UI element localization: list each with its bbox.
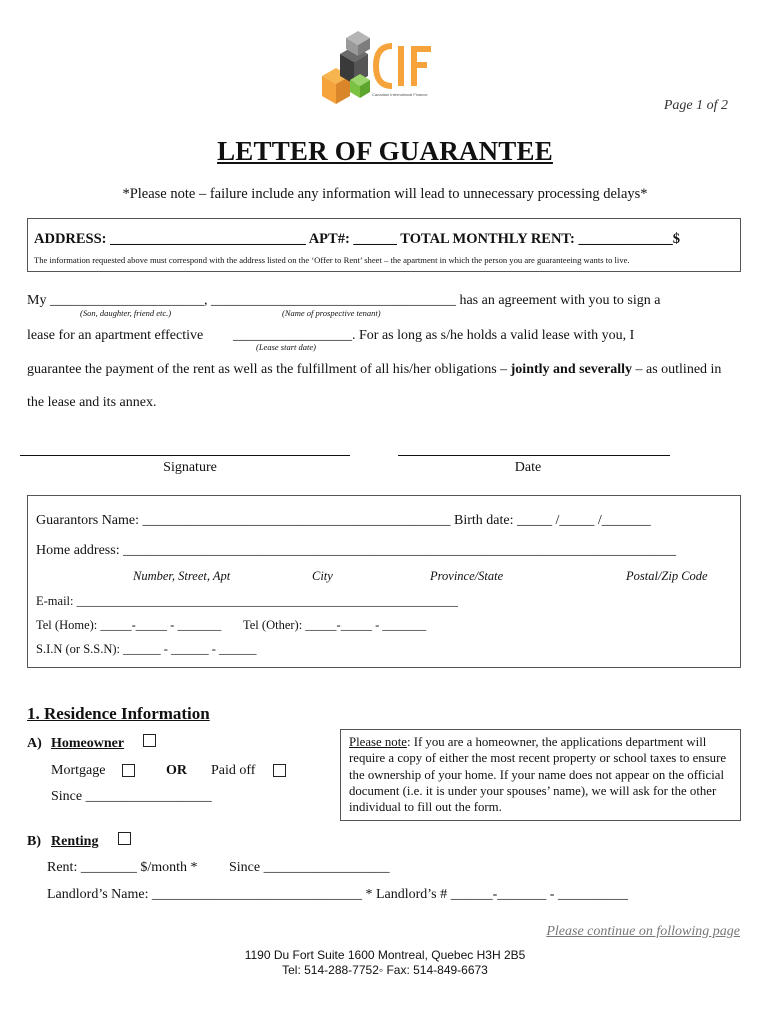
col-postal: Postal/Zip Code	[626, 569, 708, 583]
hint-relation: (Son, daughter, friend etc.)	[80, 308, 172, 318]
rent-field[interactable]: Rent: ________ $/month *	[47, 860, 198, 875]
signature-line[interactable]	[20, 455, 350, 456]
logo-subtitle: Canadian International Finance	[372, 92, 428, 97]
body-line-2b[interactable]: _________________. For as long as s/he holds a valid lease with you, I	[233, 328, 635, 343]
address-subtext: The information requested above must correspond with the address listed on the ‘Offer to Rent’ sheet – the apartment in which the person you are guaranteeing wants to live.	[34, 255, 630, 265]
hint-lease-start: (Lease start date)	[256, 342, 316, 352]
hint-tenant-name: (Name of prospective tenant)	[282, 308, 381, 318]
homeowner-label: Homeowner	[51, 736, 125, 751]
col-city: City	[312, 569, 333, 583]
continue-link: Please continue on following page	[546, 924, 740, 939]
tel-other-field[interactable]: Tel (Other): _____-_____ - _______	[243, 618, 427, 632]
body-line-1[interactable]: My ______________________, ___________________________________ has an agreement with you to sign a	[27, 293, 661, 308]
footer-address: 1190 Du Fort Suite 1600 Montreal, Quebec H3H 2B5	[244, 948, 526, 962]
option-b-label: B)	[27, 834, 41, 849]
date-label: Date	[514, 460, 542, 475]
body-line-4: the lease and its annex.	[27, 395, 157, 410]
document-title: LETTER OF GUARANTEE	[217, 136, 553, 166]
date-line[interactable]	[398, 455, 670, 456]
renting-checkbox[interactable]	[118, 832, 131, 845]
paid-off-checkbox[interactable]	[273, 764, 286, 777]
homeowner-checkbox[interactable]	[143, 734, 156, 747]
landlord-field[interactable]: Landlord’s Name: ______________________________ * Landlord’s # ______-_______ - __________	[47, 887, 628, 902]
body-line-2a: lease for an apartment effective	[27, 328, 204, 343]
sin-field[interactable]: S.I.N (or S.S.N): ______ - ______ - ______	[36, 642, 257, 656]
mortgage-label: Mortgage	[51, 763, 106, 778]
tel-home-field[interactable]: Tel (Home): _____-_____ - _______	[36, 618, 222, 632]
paid-off-label: Paid off	[211, 763, 256, 778]
homeowner-note-box	[340, 729, 741, 821]
section-residence-title: 1. Residence Information	[27, 704, 210, 723]
col-province: Province/State	[430, 569, 504, 583]
note-text: : If you are a homeowner, the applications department will require a copy of either the most recent property or school taxes to ensure the ownership of your home. If your name does not appear on the official document (i.e. it is under your spouses’ name), we will ask for the other individual to fill out the form.	[349, 735, 727, 815]
body-line-3: guarantee the payment of the rent as well as the fulfillment of all his/her obligations – jointly and severally – as outlined in	[27, 362, 722, 377]
mortgage-checkbox[interactable]	[122, 764, 135, 777]
renting-label: Renting	[51, 834, 99, 849]
homeowner-since-field[interactable]: Since __________________	[51, 789, 212, 804]
footer-phones: Tel: 514-288-7752◦ Fax: 514-849-6673	[282, 963, 488, 977]
guarantor-name-field[interactable]: Guarantors Name: ____________________________________________ Birth date: _____ /_____ /_______	[36, 513, 651, 528]
home-address-field[interactable]: Home address: _______________________________________________________________________________	[36, 543, 677, 558]
address-fields[interactable]: ADDRESS: ___________________________ APT#: ______ TOTAL MONTHLY RENT: _____________$	[34, 231, 680, 247]
renting-since-field[interactable]: Since __________________	[229, 860, 390, 875]
email-field[interactable]: E-mail: _____________________________________________________________	[36, 594, 458, 608]
option-a-label: A)	[27, 736, 42, 751]
signature-label: Signature	[163, 460, 217, 475]
note-label: Please note	[349, 735, 407, 749]
col-street: Number, Street, Apt	[133, 569, 231, 583]
page-number: Page 1 of 2	[663, 98, 728, 113]
processing-note: *Please note – failure include any information will lead to unnecessary processing delays*	[122, 186, 648, 202]
or-label: OR	[166, 763, 187, 778]
